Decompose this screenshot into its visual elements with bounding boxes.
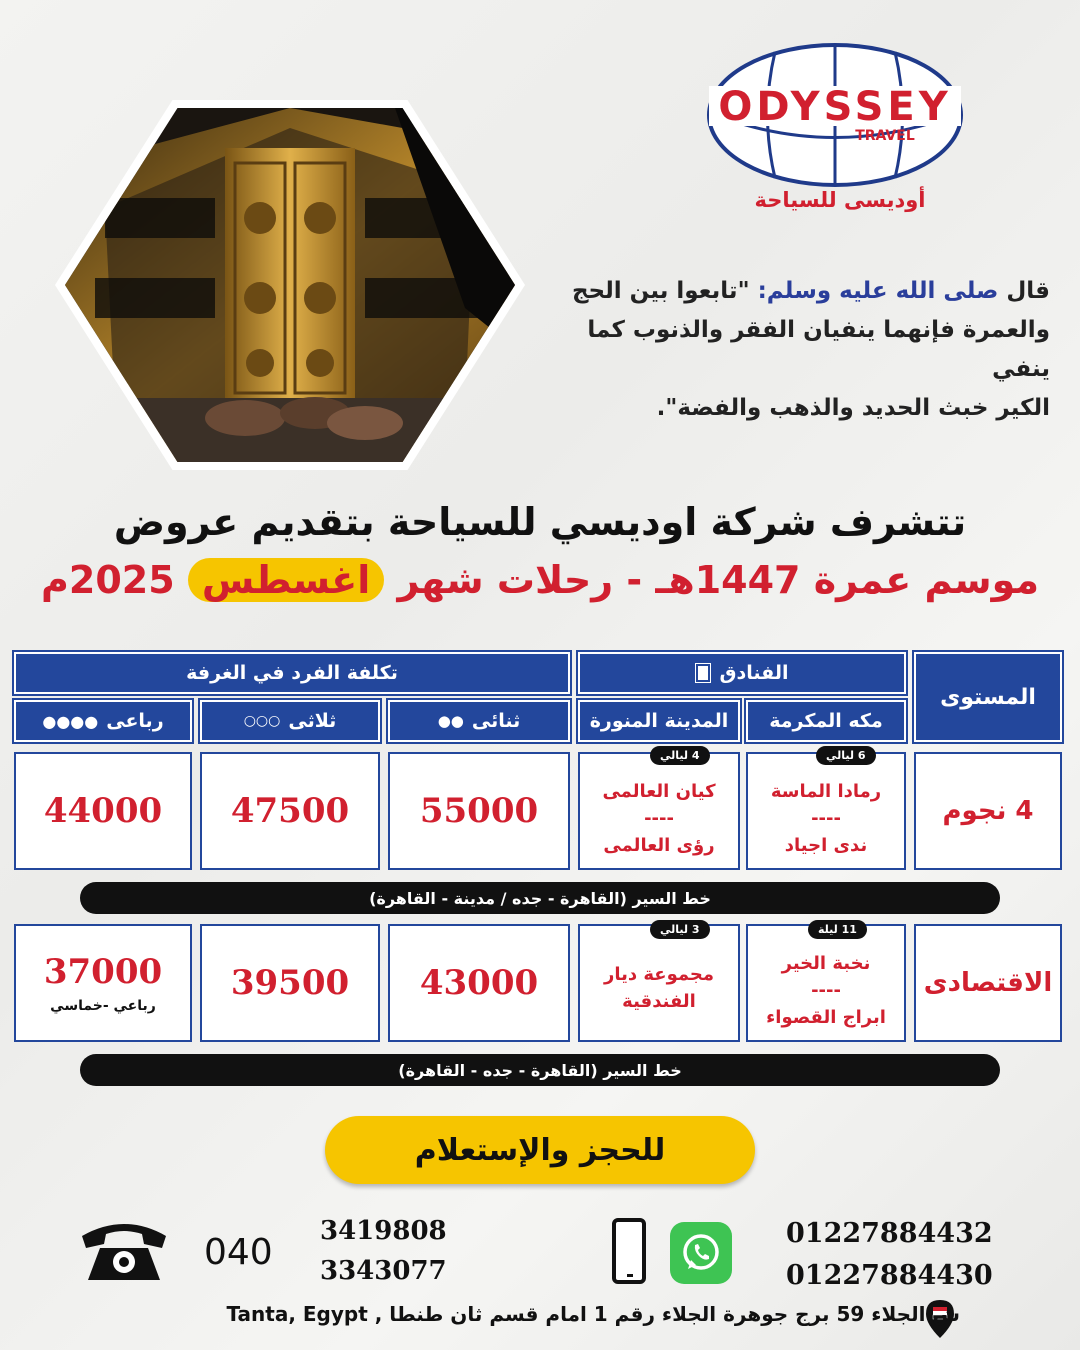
hadith-line2: والعمرة فإنهما ينفيان الفقر والذنوب كما ينفي [587, 317, 1050, 382]
row1-triple-value: 47500 [230, 791, 350, 831]
area-code: 040 [204, 1232, 273, 1273]
row2-makkah-sep: ---- [811, 979, 841, 1001]
row1-quad-price [14, 752, 192, 870]
row1-makkah-hotels [746, 752, 906, 870]
row2-double-price [388, 924, 570, 1042]
kaaba-photo-frame [55, 100, 525, 470]
hotels-header [578, 652, 906, 694]
row1-madinah-hotels [578, 752, 740, 870]
people-triple-icon: ○○○ [243, 713, 281, 729]
quad-header [14, 700, 192, 742]
row1-double-price [388, 752, 570, 870]
row1-madinah-sep: ---- [644, 807, 674, 829]
row1-triple-price [200, 752, 380, 870]
mobile-1[interactable]: 01227884432 [786, 1218, 993, 1249]
row1-makkah-sep: ---- [811, 807, 841, 829]
row2-makkah-hotel1: نخبة الخير [781, 952, 871, 974]
triple-header [200, 700, 380, 742]
landline-2[interactable]: 3343077 [320, 1256, 447, 1286]
hadith-line1: "تابعوا بين الحج [571, 278, 750, 304]
row2-madinah-nights: 3 ليالي [650, 920, 710, 939]
headline: تتشرف شركة اوديسي للسياحة بتقديم عروض [113, 500, 967, 544]
hadith-prefix: قال [1006, 278, 1050, 304]
double-label: ثنائى [471, 710, 521, 732]
whatsapp-icon[interactable] [670, 1222, 732, 1284]
row2-quad-price [14, 924, 192, 1042]
row2-quad-value: 37000 [43, 952, 163, 992]
people-double-icon: ●● [437, 712, 464, 730]
row2-madinah-hotel2: الفندقية [622, 991, 696, 1012]
kaaba-photo [65, 108, 515, 462]
hadith-line3: الكير خبث الحديد والذهب والفضة". [656, 395, 1050, 421]
row1-madinah-hotel2: رؤى العالمى [603, 834, 715, 856]
row2-double-value: 43000 [419, 963, 539, 1003]
subline-part1: موسم عمرة 1447هـ - رحلات شهر [397, 558, 1039, 602]
row2-madinah-hotel1: مجموعة ديار [603, 964, 715, 985]
telephone-icon [78, 1218, 170, 1284]
row2-route: خط السير (القاهرة - جده - القاهرة) [80, 1054, 1000, 1086]
building-icon [696, 664, 710, 682]
address: ش الجلاء 59 برج جوهرة الجلاء رقم 1 امام قسم ثان طنطا , Tanta, Egypt [226, 1302, 960, 1326]
booking-button[interactable]: للحجز والإستعلام [325, 1116, 755, 1184]
subline [40, 558, 1040, 602]
hotels-header-label: الفنادق [719, 662, 789, 684]
mobile-phone-icon [612, 1218, 646, 1284]
row1-double-value: 55000 [419, 791, 539, 831]
row1-makkah-hotel1: رمادا الماسة [770, 780, 882, 802]
row1-route: خط السير (القاهرة - جده / مدينة - القاهرة) [80, 882, 1000, 914]
quad-label: رباعى [106, 710, 164, 732]
madinah-header: المدينة المنورة [578, 700, 740, 742]
row1-madinah-nights: 4 ليالي [650, 746, 710, 765]
row2-triple-value: 39500 [230, 963, 350, 1003]
row1-makkah-nights: 6 ليالي [816, 746, 876, 765]
row2-makkah-hotels [746, 924, 906, 1042]
triple-label: ثلاثى [288, 710, 337, 732]
row1-level-label: 4 نجوم [942, 796, 1034, 826]
row1-quad-value: 44000 [43, 791, 163, 831]
people-quad-icon: ●●●● [42, 711, 99, 731]
row2-triple-price [200, 924, 380, 1042]
row1-madinah-hotel1: كيان العالمى [602, 780, 716, 802]
month-highlight: اغسطس [188, 558, 384, 602]
row2-level [914, 924, 1062, 1042]
row1-level [914, 752, 1062, 870]
level-header: المستوى [914, 652, 1062, 742]
cost-header: تكلفة الفرد في الغرفة [14, 652, 570, 694]
row2-makkah-hotel2: ابراج القصواء [766, 1006, 886, 1028]
double-header [388, 700, 570, 742]
hadith-blue: صلى الله عليه وسلم: [757, 278, 999, 304]
row2-makkah-nights: 11 ليلة [808, 920, 867, 939]
row2-level-label: الاقتصادى [923, 968, 1053, 998]
row2-madinah-hotels [578, 924, 740, 1042]
row2-quad-note: رباعي -خماسي [50, 998, 156, 1014]
hadith-quote [540, 272, 1050, 428]
logo-text: ODYSSEY [718, 84, 952, 130]
landline-1[interactable]: 3419808 [320, 1216, 447, 1246]
logo-sub: TRAVEL [855, 128, 915, 144]
makkah-header: مكه المكرمة [746, 700, 906, 742]
subline-part2: 2025م [41, 558, 175, 602]
row1-makkah-hotel2: ندى اجياد [784, 834, 868, 856]
mobile-2[interactable]: 01227884430 [786, 1260, 993, 1291]
logo-arabic: أوديسى للسياحة [754, 188, 926, 212]
